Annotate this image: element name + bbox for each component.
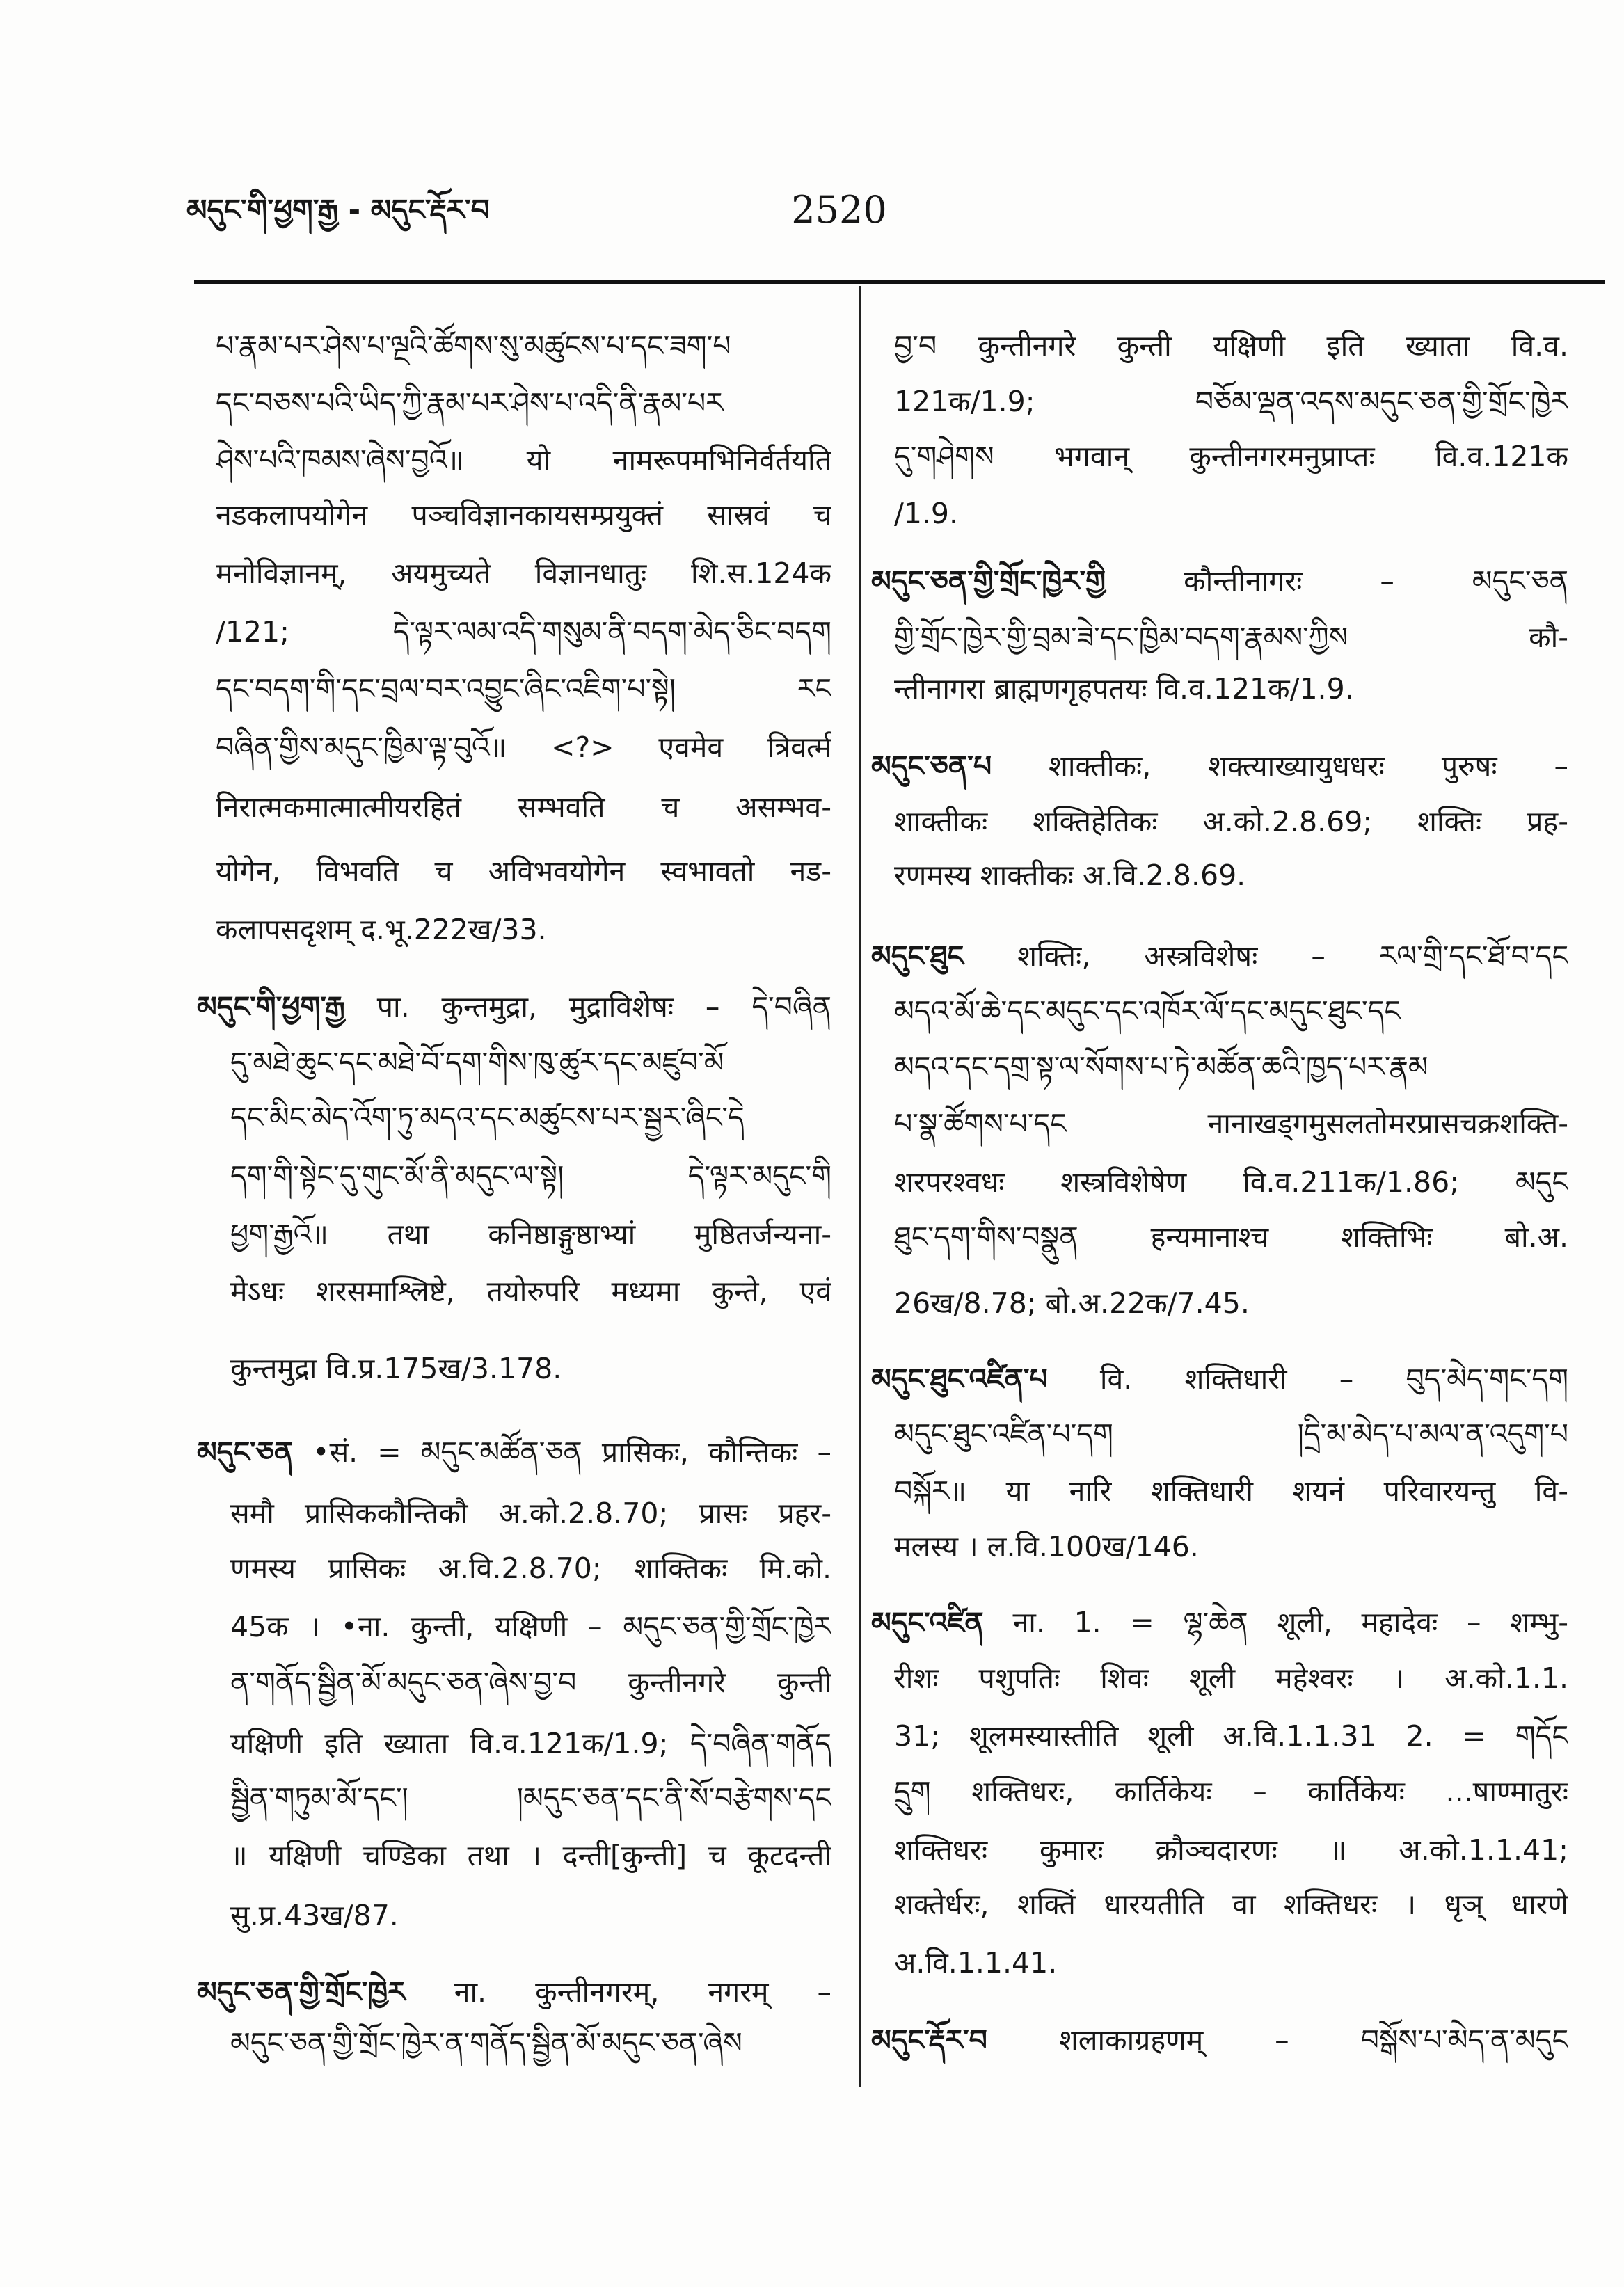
text-line: /1.9. <box>894 497 959 530</box>
entry-headword: མདུང་འཛིན <box>871 1606 984 1639</box>
text-line: ॥ यक्षिणी चण्डिका तथा । दन्ती[कुन्ती] च कूटदन्ती <box>230 1839 831 1872</box>
text-line: དུ་མཐེ་ཆུང་དང་མཐེ་བོ་དག་གིས་ཁུ་ཚུར་དང་མཛུབ་མོ <box>230 1046 724 1079</box>
entry-headword: མདུང་ཐུང <box>871 939 964 973</box>
text-line: པ་སྣ་ཚོགས་པ་དང नानाखड्गमुसलतोमरप्रासचक्रशक्ति- <box>894 1107 1568 1140</box>
text-line: དྲུག शक्तिधरः, कार्तिकेयः – कार्तिकेयः ...षाण्मातुरः <box>894 1775 1568 1808</box>
text-line: मेऽधः शरसमाश्लिष्टे, तयोरुपरि मध्यमा कुन्ते, एवं <box>230 1275 831 1308</box>
text-line: कलापसदृशम् द.भू.222ख/33. <box>216 913 547 946</box>
entry-first-line <box>871 553 1568 609</box>
entry-first-line <box>197 1424 831 1480</box>
text-line: शाक्तीकः शक्तिहेतिकः अ.को.2.8.69; शक्तिः प्रह- <box>894 805 1568 838</box>
running-title: མདུང་གི་ཕྱག་རྒྱ - མདུང་རྡོར་བ <box>186 193 490 227</box>
text-line: शक्तेर्धरः, शक्तिं धारयतीति वा शक्तिधरः । धृञ् धारणे <box>894 1888 1568 1921</box>
text-line: कुन्तमुद्रा वि.प्र.175ख/3.178. <box>230 1352 562 1385</box>
page-number: 2520 <box>791 188 887 232</box>
text-line: མདའ་དང་དགྲ་སྟ་ལ་སོགས་པ་ཏེ་མཚོན་ཆའི་ཁྱད་པར་རྣམ <box>894 1050 1428 1083</box>
header-rule <box>194 280 1605 284</box>
entry-headword: མདུང་ཅན་གྱི་གྲོང་ཁྱེར་གྱི <box>871 564 1106 598</box>
entry-headword: མདུང་གི་ཕྱག་རྒྱ <box>197 990 345 1023</box>
entry-first-line <box>871 1351 1568 1407</box>
entry-headword: མདུང་ཅན <box>197 1435 294 1469</box>
text-line: निरात्मकमात्मात्मीयरहितं सम्भवति च असम्भव- <box>216 790 831 824</box>
text-line: /121; དེ་ལྟར་ལམ་འདི་གསུམ་ནི་བདག་མེད་ཅིང་བདག <box>216 615 831 648</box>
entry-text: •सं. = མདུང་མཚོན་ཅན प्रासिकः, कौन्तिकः – <box>312 1435 831 1469</box>
text-line: གྱི་གྲོང་ཁྱེར་གྱི་བྲམ་ཟེ་དང་ཁྱིམ་བདག་རྣམས་ཀྱིས कौ- <box>894 621 1568 654</box>
text-line: དག་གི་སྟེང་དུ་གུང་མོ་ནི་མདུང་ལ་སྟེ། དེ་ལྟར་མདུང་གི <box>230 1159 831 1193</box>
text-line: ཐུང་དག་གིས་བསྣུན हन्यमानाश्च शक्तिभिः बो.अ. <box>894 1220 1568 1254</box>
text-line: དང་བདག་གི་དང་བྲལ་བར་འབྱུང་ཞིང་འཇིག་པ་སྟེ། རང <box>216 672 831 706</box>
text-line: शरपरश्वधः शस्त्रविशेषेण वि.व.211क/1.86; མདུང <box>894 1165 1568 1199</box>
entry-text: ना. कुन्तीनगरम्, नगरम् – <box>454 1975 831 2009</box>
text-line: शक्तिधरः कुमारः क्रौञ्चदारणः ॥ अ.को.1.1.41; <box>894 1833 1568 1867</box>
text-line: དང་མིང་མེད་འོག་ཏུ་མདའ་དང་མཚུངས་པར་སྦྱར་ཞིང་དེ <box>230 1101 745 1134</box>
text-line: मनोविज्ञानम्, अयमुच्यते विज्ञानधातुः शि.स.124क <box>216 557 831 590</box>
entry-first-line <box>871 1595 1568 1650</box>
entry-text: कौन्तीनागरः – མདུང་ཅན <box>1184 564 1568 598</box>
entry-headword: མདུང་ཅན་གྱི་གྲོང་ཁྱེར <box>197 1975 406 2009</box>
text-line: མདུང་ཅན་གྱི་གྲོང་ཁྱེར་ན་གནོད་སྦྱིན་མོ་མདུང་ཅན་ཞེས <box>230 2026 742 2059</box>
entry-first-line <box>871 738 1568 794</box>
text-line: དུ་གཤེགས भगवान् कुन्तीनगरमनुप्राप्तः वि.व.121क <box>894 440 1568 473</box>
entry-text: शाक्तीकः, शक्त्याख्यायुधधरः पुरुषः – <box>1049 749 1568 783</box>
text-line: 121क/1.9; བཅོམ་ལྡན་འདས་མདུང་ཅན་གྱི་གྲོང་ཁྱེར <box>894 385 1568 418</box>
text-line: དང་བཅས་པའི་ཡིད་ཀྱི་རྣམ་པར་ཤེས་པ་འདི་ནི་རྣམ་པར <box>216 386 724 420</box>
text-line: णमस्य प्रासिकः अ.वि.2.8.70; शाक्तिकः मि.को. <box>230 1552 831 1585</box>
text-line: 31; शूलमस्यास्तीति शूली अ.वि.1.1.31 2. = གདོང <box>894 1719 1568 1753</box>
text-line: समौ प्रासिककौन्तिकौ अ.को.2.8.70; प्रासः प्रहर- <box>230 1497 831 1530</box>
text-line: रीशः पशुपतिः शिवः शूली महेश्वरः । अ.को.1.1. <box>894 1662 1568 1695</box>
text-line: སྦྱིན་གཏུམ་མོ་དང་། །མདུང་ཅན་དང་ནི་སོ་བརྩེགས་དང <box>230 1781 831 1815</box>
entry-text: ना. 1. = ལྷ་ཆེན शूली, महादेवः – शम्भु- <box>1012 1606 1568 1639</box>
entry-headword: མདུང་ཐུང་འཛིན་པ <box>871 1362 1048 1396</box>
column-divider <box>859 286 861 2087</box>
text-line: ཤེས་པའི་ཁམས་ཞེས་བྱའོ॥ यो नामरूपमभिनिर्वर्तयति <box>216 443 831 477</box>
text-line: न्तीनागरा ब्राह्मणगृहपतयः वि.व.121क/1.9. <box>894 672 1354 706</box>
text-line: यक्षिणी इति ख्याता वि.व.121क/1.9; དེ་བཞིན་གནོད <box>230 1727 831 1760</box>
text-line: रणमस्य शाक्तीकः अ.वि.2.8.69. <box>894 859 1246 892</box>
entry-first-line <box>197 1964 831 2020</box>
text-line: བྱ་བ कुन्तीनगरे कुन्ती यक्षिणी इति ख्याता वि.व. <box>894 329 1568 362</box>
entry-text: पा. कुन्तमुद्रा, मुद्राविशेषः – དེ་བཞིན <box>376 990 831 1023</box>
entry-text: शलाकाग्रहणम् – བསྒོས་པ་མེད་ན་མདུང <box>1058 2023 1568 2057</box>
entry-first-line <box>197 979 831 1035</box>
text-line: ཕྱག་རྒྱའོ॥ तथा कनिष्ठाङ्गुष्ठाभ्यां मुष्ठितर्जन्यना- <box>230 1218 831 1251</box>
text-line: ན་གནོད་སྦྱིན་མོ་མདུང་ཅན་ཞེས་བྱ་བ कुन्तीनगरे कुन्ती <box>230 1666 831 1699</box>
text-line: मलस्य । ल.वि.100ख/146. <box>894 1530 1199 1563</box>
entry-headword: མདུང་རྡོར་བ <box>871 2023 987 2057</box>
text-line: 45क । •ना. कुन्ती, यक्षिणी – མདུང་ཅན་གྱི་གྲོང་ཁྱེར <box>230 1610 831 1643</box>
text-line: अ.वि.1.1.41. <box>894 1946 1058 1979</box>
entry-first-line <box>871 2012 1568 2068</box>
text-line: པ་རྣམ་པར་ཤེས་པ་ལྔའི་ཚོགས་སུ་མཚུངས་པ་དང་ཟག་པ <box>216 329 731 362</box>
text-line: མདའ་མོ་ཆེ་དང་མདུང་དང་འཁོར་ལོ་དང་མདུང་ཐུང་དང <box>894 994 1401 1028</box>
entry-headword: མདུང་ཅན་པ <box>871 749 992 783</box>
text-line: བཞིན་གྱིས་མདུང་ཁྱིམ་ལྟ་བུའོ॥ <?> एवमेव त्रिवर्त्म <box>216 731 831 764</box>
text-line: 26ख/8.78; बो.अ.22क/7.45. <box>894 1286 1250 1320</box>
text-line: सु.प्र.43ख/87. <box>230 1899 399 1932</box>
text-line: योगेन, विभवति च अविभवयोगेन स्वभावतो नड- <box>216 854 831 888</box>
entry-text: शक्तिः, अस्त्रविशेषः – རལ་གྲི་དང་ཐོ་བ་དང <box>1017 939 1568 973</box>
text-line: नडकलापयोगेन पञ्चविज्ञानकायसम्प्रयुक्तं सास्रवं च <box>216 498 831 532</box>
text-line: མདུང་ཐུང་འཛིན་པ་དག །དྲི་མ་མེད་པ་མལ་ན་འདུག་པ <box>894 1417 1568 1451</box>
entry-text: वि. शक्तिधारी – བུད་མེད་གང་དག <box>1099 1362 1568 1396</box>
text-line: བསྐོར॥ या नारि शक्तिधारी शयनं परिवारयन्तु वि- <box>894 1474 1568 1508</box>
entry-first-line <box>871 928 1568 984</box>
